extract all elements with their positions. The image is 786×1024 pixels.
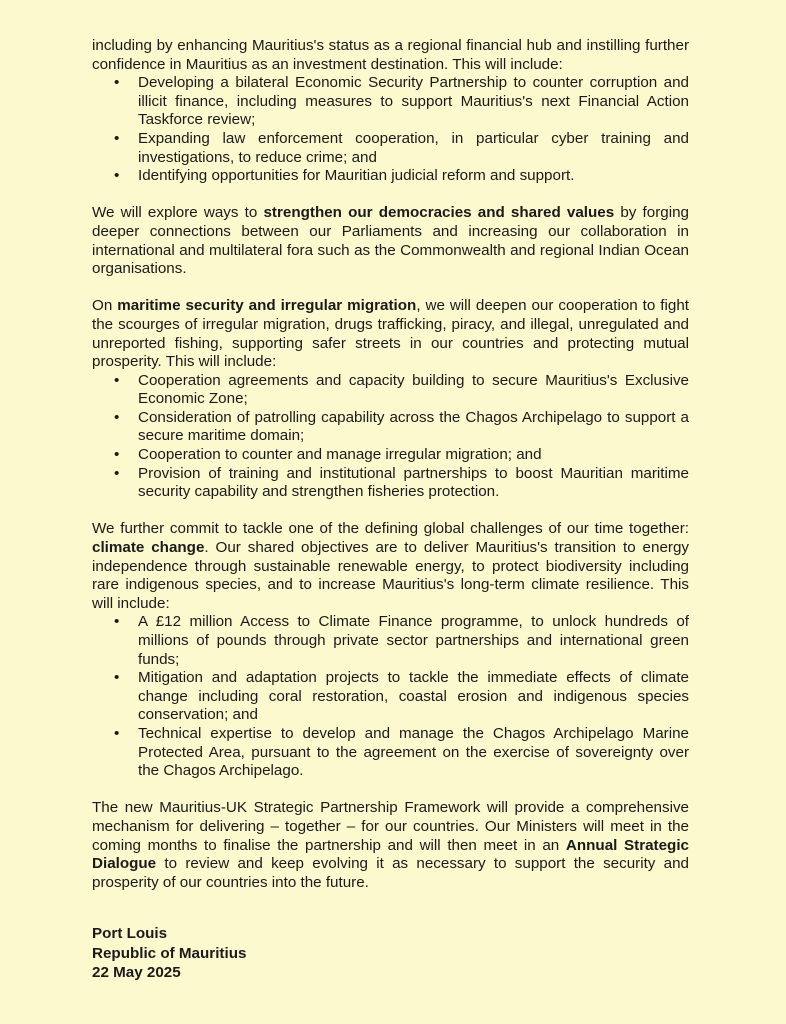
list-item: • Technical expertise to develop and manage the Chagos Archipelago Marine Protected Area, pursuant to the agreement on the exercise of sovereignty over the Chagos Archipelago. <box>92 725 689 781</box>
democracy-emphasis: strengthen our democracies and shared values <box>263 204 615 222</box>
maritime-emphasis: maritime security and irregular migration <box>117 297 417 315</box>
list-item: • Cooperation agreements and capacity building to secure Mauritius's Exclusive Economic Zone; <box>92 372 689 409</box>
intro-paragraph: including by enhancing Mauritius's status as a regional financial hub and instilling further confidence in Mauritius as an investment destination. This will include: <box>92 37 689 73</box>
list-item: • Expanding law enforcement cooperation, in particular cyber training and investigations, to reduce crime; and <box>92 130 689 167</box>
maritime-paragraph: On maritime security and irregular migration, we will deepen our cooperation to fight the scourges of irregular migration, drugs trafficking, piracy, and illegal, unregulated and unreported fishing, supporting safer streets in our countries and protecting mutual prosperity. This will include: <box>92 297 689 371</box>
signature-place: Port Louis <box>92 925 168 943</box>
list-item: • Cooperation to counter and manage irregular migration; and <box>92 446 689 465</box>
framework-paragraph: The new Mauritius-UK Strategic Partnership Framework will provide a comprehensive mechanism for delivering – together – for our countries. Our Ministers will meet in the coming months to finalise the partnership and will then meet in an Annual Strategic Dialogue to review and keep evolving it as necessary to support the security and prosperity of our countries into the future. <box>92 799 689 891</box>
democracy-paragraph: We will explore ways to strengthen our democracies and shared values by forging deeper connections between our Parliaments and increasing our collaboration in international and multilateral fora such as the Commonwealth and regional Indian Ocean organisations. <box>92 204 689 278</box>
signature-country: Republic of Mauritius <box>92 944 247 962</box>
climate-bullet-list <box>92 613 689 780</box>
signature-date: 22 May 2025 <box>92 964 181 982</box>
framework-emphasis: Annual Strategic Dialogue <box>92 836 689 873</box>
maritime-bullet-list <box>92 372 689 502</box>
climate-emphasis: climate change <box>92 539 205 557</box>
list-item: • Identifying opportunities for Mauritian judicial reform and support. <box>92 167 689 186</box>
signature-block <box>92 924 689 982</box>
document-page <box>92 37 689 983</box>
list-item: • Mitigation and adaptation projects to tackle the immediate effects of climate change including coral restoration, coastal erosion and indigenous species conservation; and <box>92 669 689 725</box>
list-item: • A £12 million Access to Climate Finance programme, to unlock hundreds of millions of pounds through private sector partnerships and international green funds; <box>92 613 689 669</box>
list-item: • Consideration of patrolling capability across the Chagos Archipelago to support a secure maritime domain; <box>92 409 689 446</box>
climate-paragraph: We further commit to tackle one of the defining global challenges of our time together: climate change. Our shared objectives are to deliver Mauritius's transition to energy independence through sustainable renewable energy, to protect biodiversity including rare indigenous species, and to increase Mauritius's long-term climate resilience. This will include: <box>92 520 689 612</box>
intro-bullet-list <box>92 74 689 186</box>
list-item: • Provision of training and institutional partnerships to boost Mauritian maritime security capability and strengthen fisheries protection. <box>92 465 689 502</box>
list-item: • Developing a bilateral Economic Security Partnership to counter corruption and illicit finance, including measures to support Mauritius's next Financial Action Taskforce review; <box>92 74 689 130</box>
